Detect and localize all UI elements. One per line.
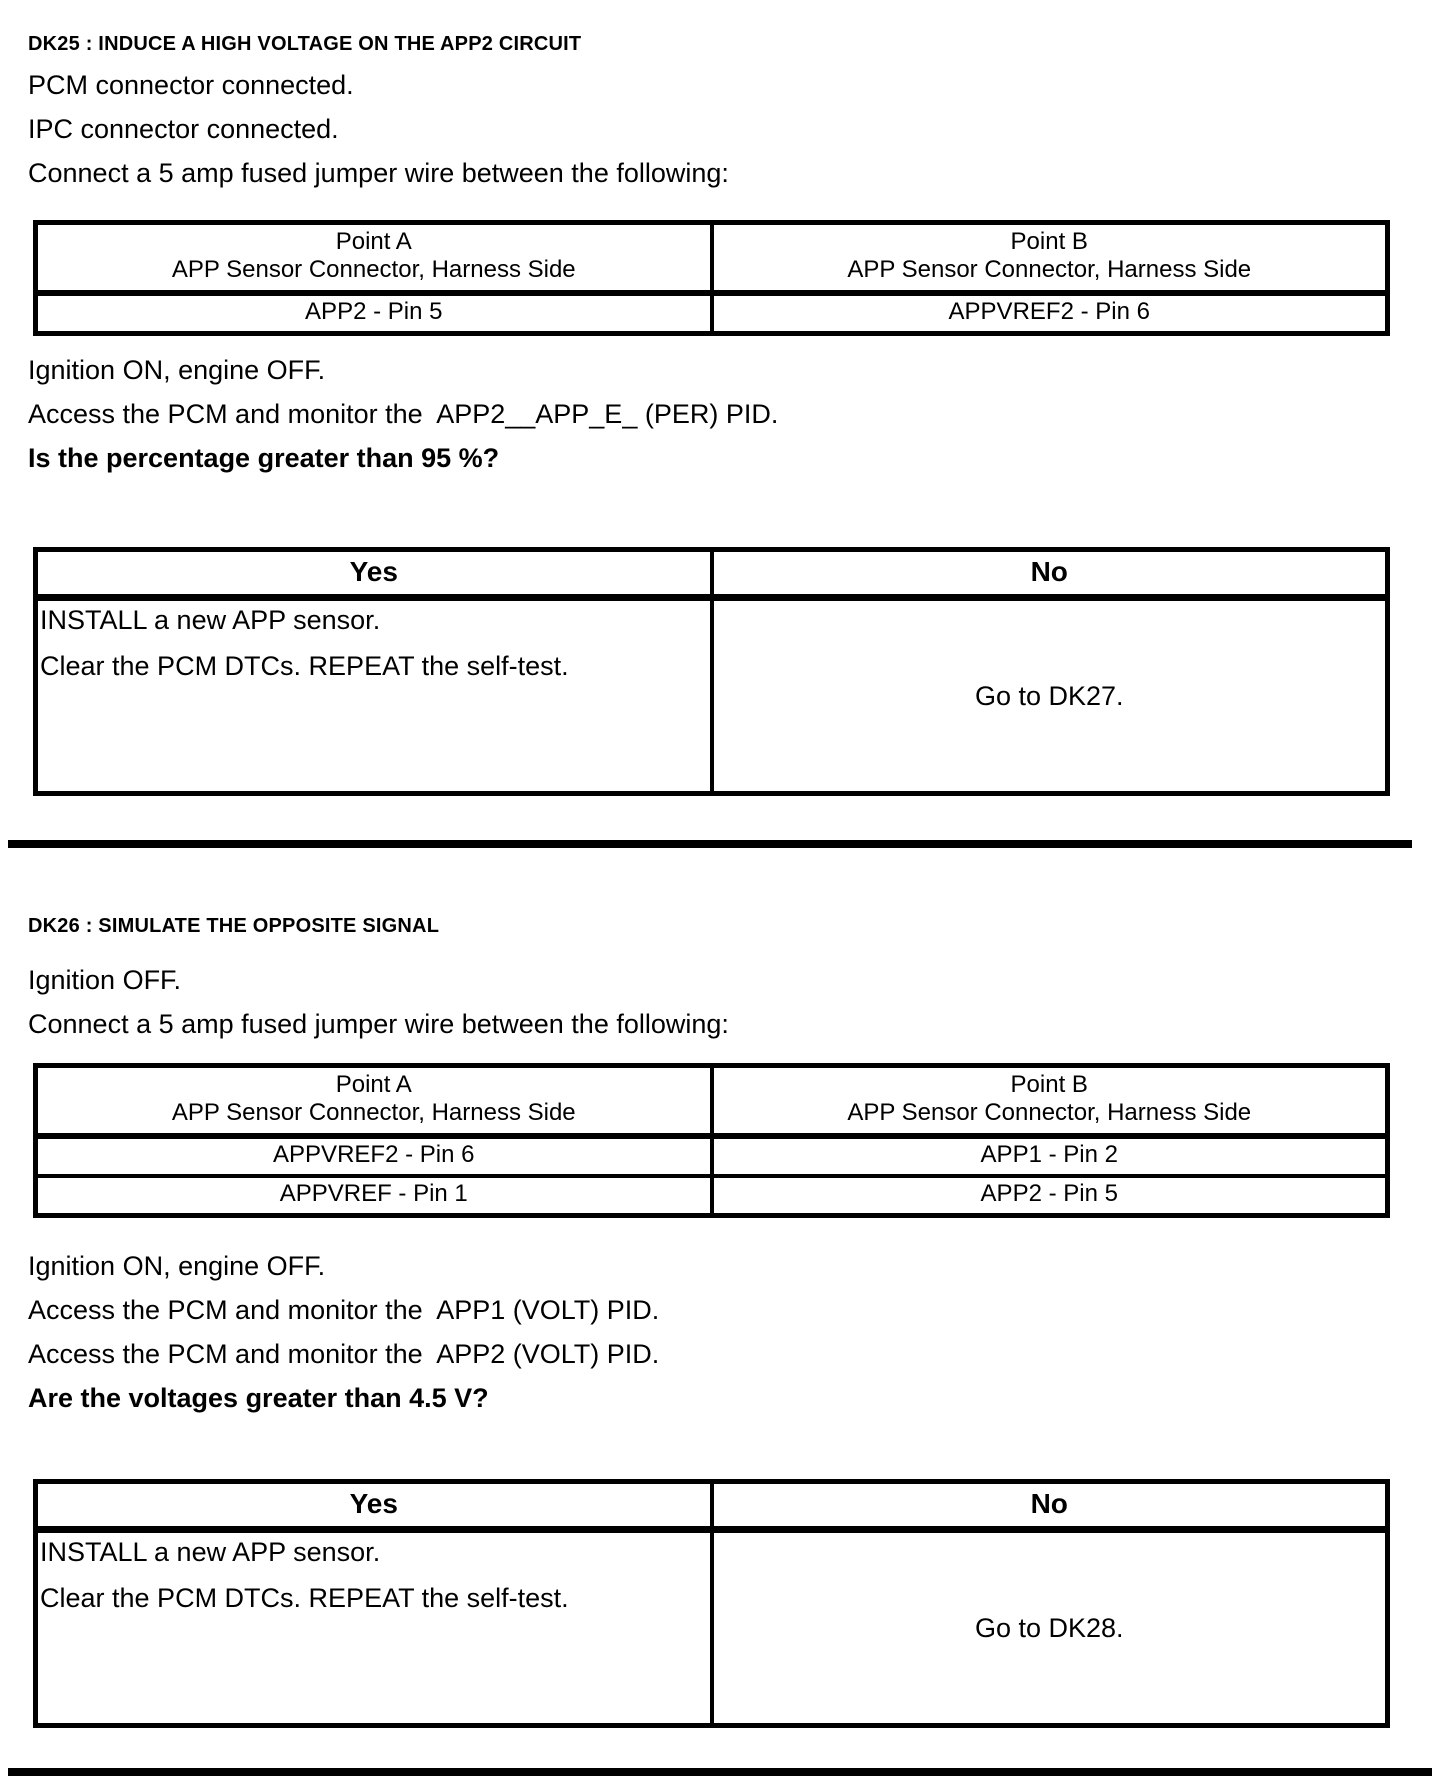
point-b-subtitle: APP Sensor Connector, Harness Side xyxy=(847,1099,1252,1126)
jumper-wire-table-dk26 xyxy=(33,1063,1390,1218)
point-a-pin-cell: APP2 - Pin 5 xyxy=(36,293,712,334)
point-a-pin-cell: APPVREF - Pin 1 xyxy=(36,1176,712,1216)
table-row xyxy=(36,598,1388,794)
point-b-title: Point B xyxy=(1010,228,1088,255)
point-b-pin-cell: APP1 - Pin 2 xyxy=(712,1136,1388,1176)
point-a-title: Point A xyxy=(335,228,412,255)
instruction-line: Connect a 5 amp fused jumper wire between the following: xyxy=(28,158,729,188)
table-row xyxy=(36,1176,1388,1216)
section-divider-rule xyxy=(8,840,1412,848)
instruction-line: Access the PCM and monitor the APP1 (VOLT) PID. xyxy=(28,1295,660,1325)
yes-action-line: Clear the PCM DTCs. REPEAT the self-test. xyxy=(40,1583,569,1613)
point-a-pin-cell: APPVREF2 - Pin 6 xyxy=(36,1136,712,1176)
yes-header-cell: Yes xyxy=(36,1482,712,1530)
yes-action-cell xyxy=(36,598,712,794)
point-a-header-cell xyxy=(36,223,712,294)
yes-header-cell: Yes xyxy=(36,550,712,598)
instruction-line: PCM connector connected. xyxy=(28,70,354,100)
point-b-subtitle: APP Sensor Connector, Harness Side xyxy=(847,256,1252,283)
no-action-cell: Go to DK28. xyxy=(712,1530,1388,1726)
yes-action-cell xyxy=(36,1530,712,1726)
point-a-header-cell xyxy=(36,1066,712,1137)
table-row xyxy=(36,293,1388,334)
table-row xyxy=(36,1530,1388,1726)
table-header-row xyxy=(36,550,1388,598)
instruction-line: IPC connector connected. xyxy=(28,114,339,144)
instruction-line: Ignition ON, engine OFF. xyxy=(28,1251,326,1281)
question-line: Is the percentage greater than 95 %? xyxy=(28,443,500,473)
table-header-row xyxy=(36,1482,1388,1530)
point-b-pin-cell: APPVREF2 - Pin 6 xyxy=(712,293,1388,334)
jumper-wire-table-dk25 xyxy=(33,220,1390,336)
point-b-title: Point B xyxy=(1010,1071,1088,1098)
point-a-subtitle: APP Sensor Connector, Harness Side xyxy=(171,1099,576,1126)
instruction-line: Ignition OFF. xyxy=(28,965,182,995)
no-header-cell: No xyxy=(712,550,1388,598)
instruction-line: Ignition ON, engine OFF. xyxy=(28,355,326,385)
question-line: Are the voltages greater than 4.5 V? xyxy=(28,1383,489,1413)
point-b-header-cell xyxy=(712,223,1388,294)
section-dk25 xyxy=(28,32,1392,796)
instruction-line: Connect a 5 amp fused jumper wire between the following: xyxy=(28,1009,729,1039)
decision-table-dk26 xyxy=(33,1479,1390,1728)
no-header-cell: No xyxy=(712,1482,1388,1530)
table-header-row xyxy=(36,223,1388,294)
point-a-subtitle: APP Sensor Connector, Harness Side xyxy=(171,256,576,283)
instruction-line: Access the PCM and monitor the APP2 (VOLT) PID. xyxy=(28,1339,660,1369)
section-dk26 xyxy=(28,914,1392,1728)
table-header-row xyxy=(36,1066,1388,1137)
page-bottom-rule xyxy=(8,1768,1432,1776)
decision-table-dk25 xyxy=(33,547,1390,796)
point-b-header-cell xyxy=(712,1066,1388,1137)
yes-action-line: INSTALL a new APP sensor. xyxy=(40,605,381,635)
yes-action-line: INSTALL a new APP sensor. xyxy=(40,1537,381,1567)
no-action-cell: Go to DK27. xyxy=(712,598,1388,794)
instruction-line: Access the PCM and monitor the APP2__APP_E_ (PER) PID. xyxy=(28,399,779,429)
table-row xyxy=(36,1136,1388,1176)
section-title-dk26: DK26 : SIMULATE THE OPPOSITE SIGNAL xyxy=(28,915,440,937)
section-title-dk25: DK25 : INDUCE A HIGH VOLTAGE ON THE APP2 CIRCUIT xyxy=(28,33,582,55)
point-b-pin-cell: APP2 - Pin 5 xyxy=(712,1176,1388,1216)
point-a-title: Point A xyxy=(335,1071,412,1098)
yes-action-line: Clear the PCM DTCs. REPEAT the self-test. xyxy=(40,651,569,681)
